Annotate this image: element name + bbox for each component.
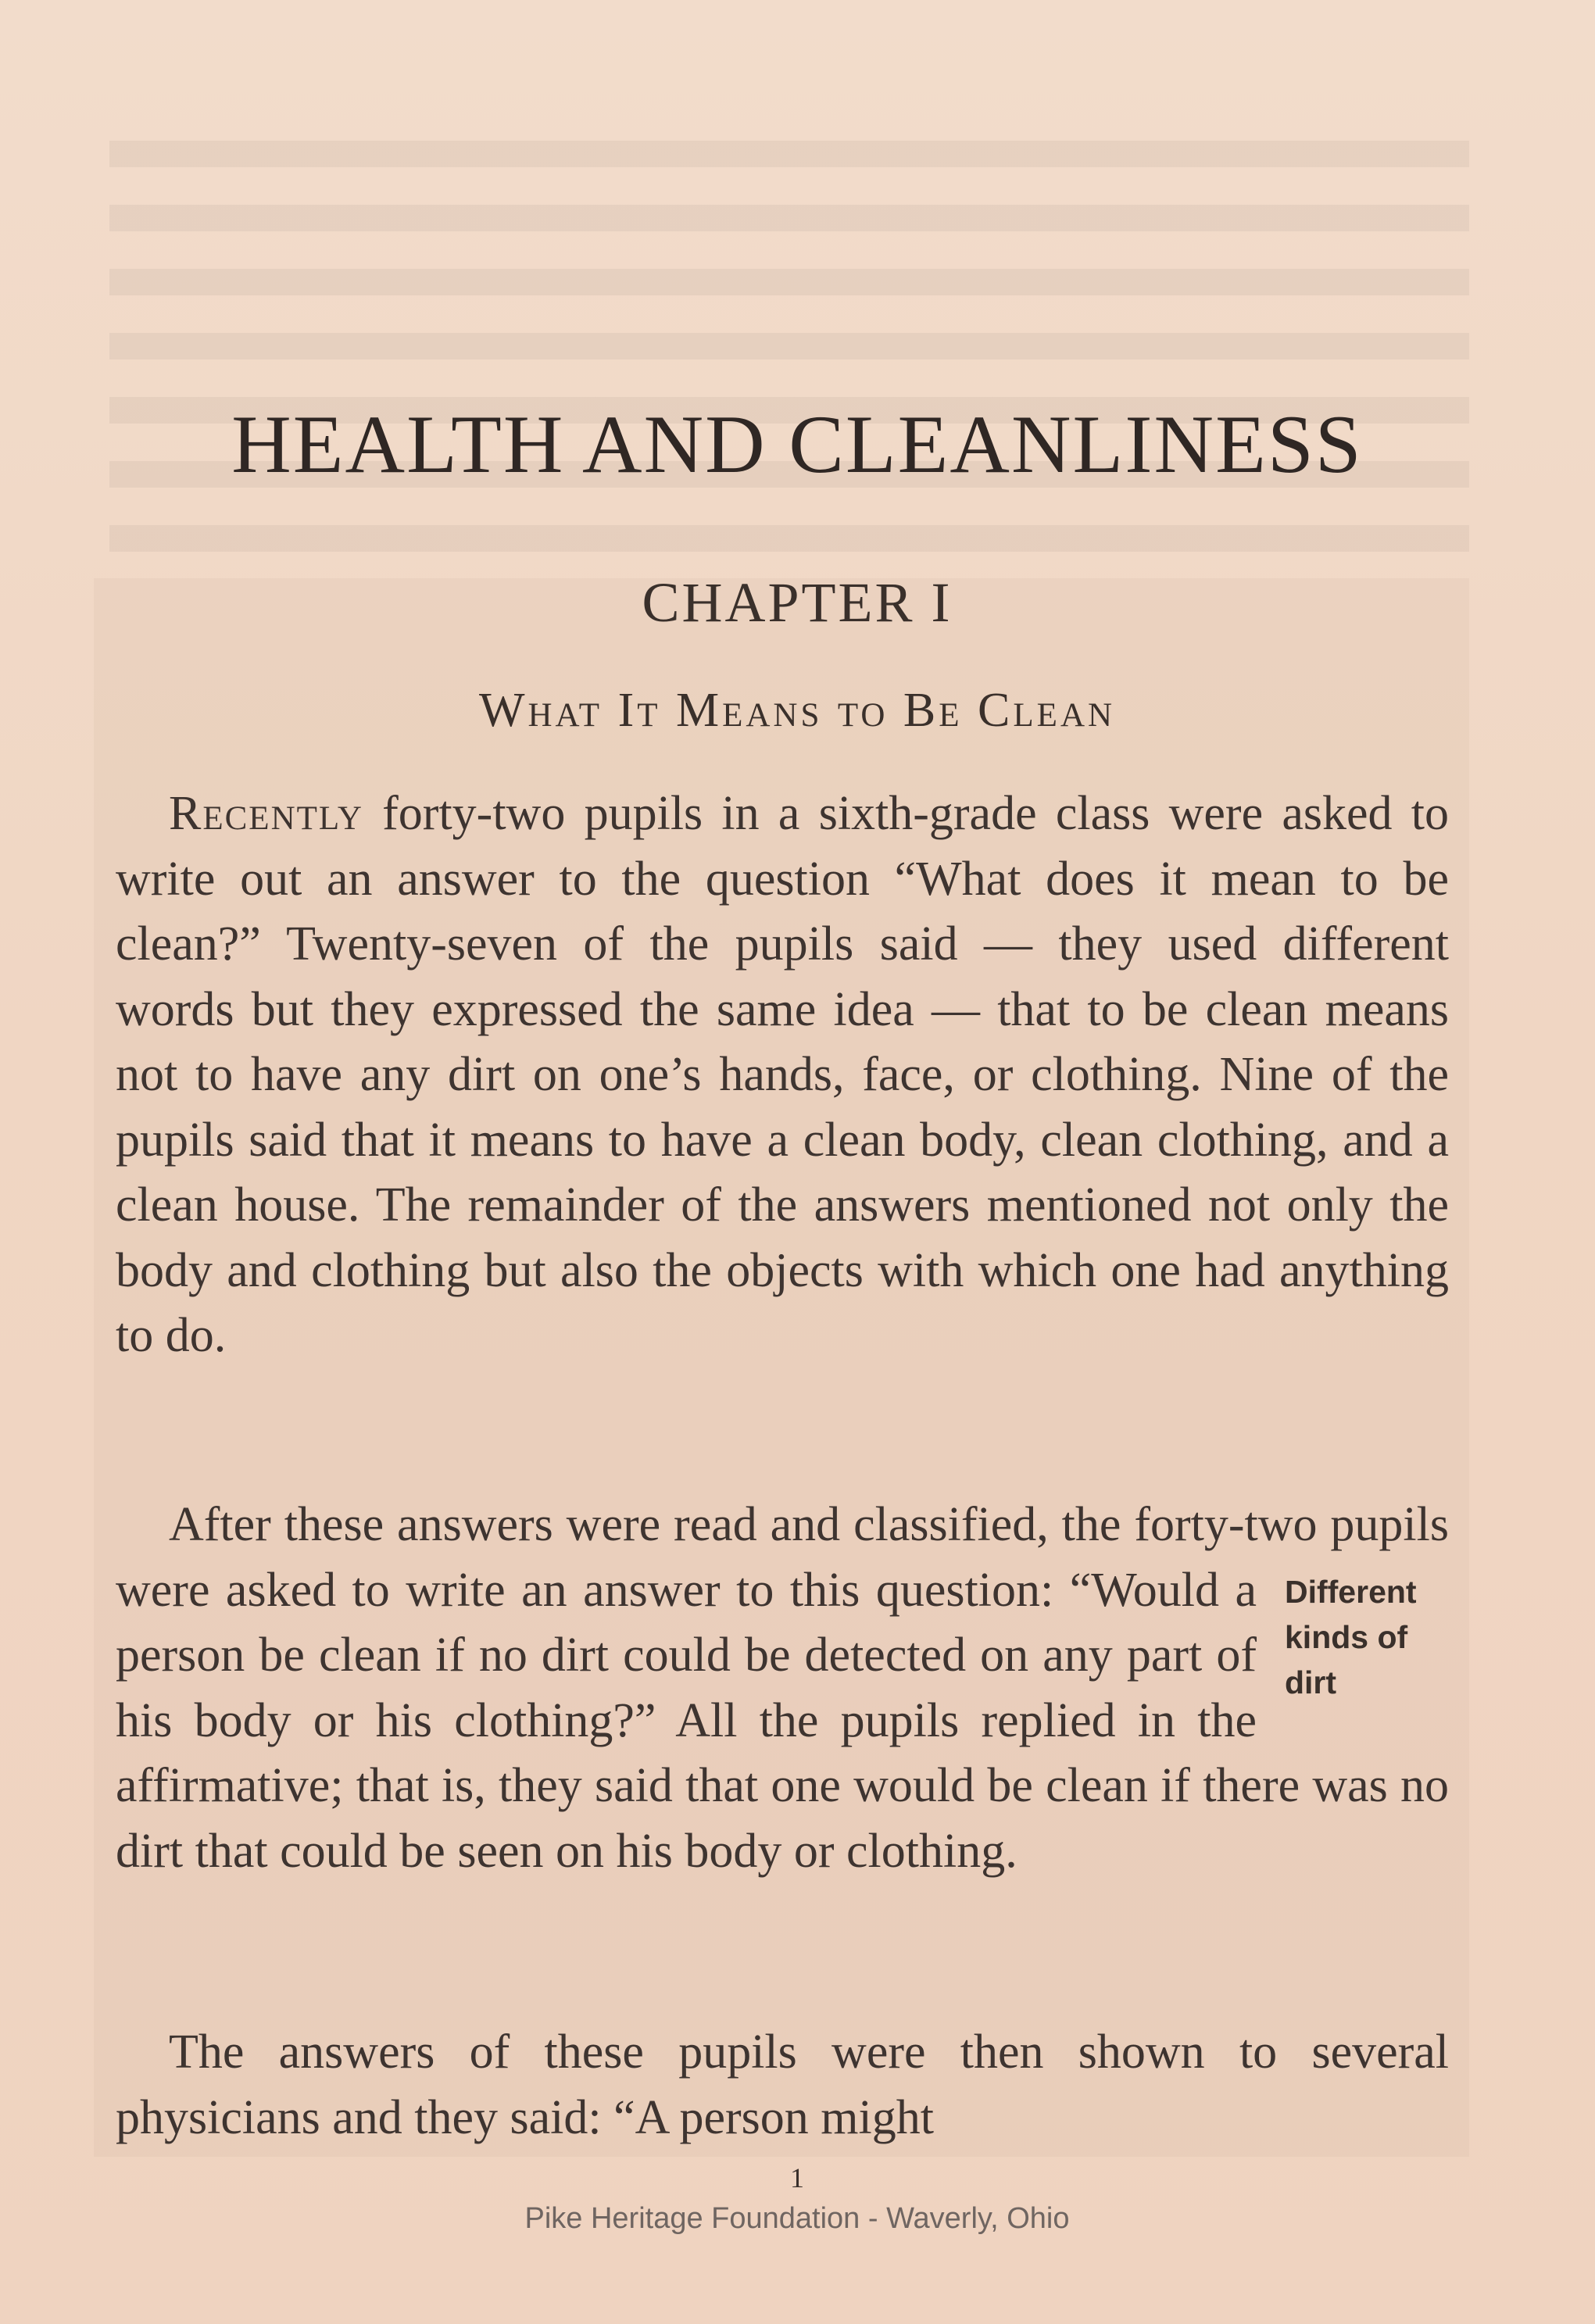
paragraph-1: [116, 781, 1449, 1369]
chapter-title: What It Means to Be Clean: [478, 684, 1116, 737]
page-number: 1: [790, 2162, 804, 2193]
bleed-through-text: [109, 141, 1469, 578]
paragraph-3: The answers of these pupils were then shown to several physicians and they said: “A person might: [116, 2025, 1449, 2144]
paragraph-2-text-before: After these answers were read and classified, the forty-two pupils were asked to write an answer to this question:: [116, 1498, 1449, 1617]
book-title: HEALTH AND CLEANLINESS: [231, 399, 1363, 490]
chapter-number: CHAPTER I: [642, 571, 953, 634]
footer-credit: Pike Heritage Foundation - Waverly, Ohio: [524, 2202, 1070, 2235]
margin-note: Different kinds of dirt: [1285, 1573, 1417, 1700]
paragraph-2-text-after: “Would a person be clean if no dirt could be detected on any part of his body or his clothing?” All the pupils replied in the affirmative; that is, they said that one would be clean if there was no dirt that could be seen on his body or clothing.: [116, 1563, 1449, 1878]
paragraph-1-text: forty-two pupils in a sixth-grade class were asked to write out an answer to the question “What does it mean to be clean?” Twenty-seven of the pupils said — they used different words but they expressed the same idea — that to be clean means not to have any dirt on one’s hands, face, or clothing. Nine of the pupils said that it means to have a clean body, clean clothing, and a clean house. The remainder of the answers mentioned not only the body and clothing but also the objects with which one had anything to do.: [116, 787, 1449, 1362]
paragraph-lead-word: Recently: [169, 787, 363, 840]
paragraph-2: [116, 1493, 1449, 1884]
